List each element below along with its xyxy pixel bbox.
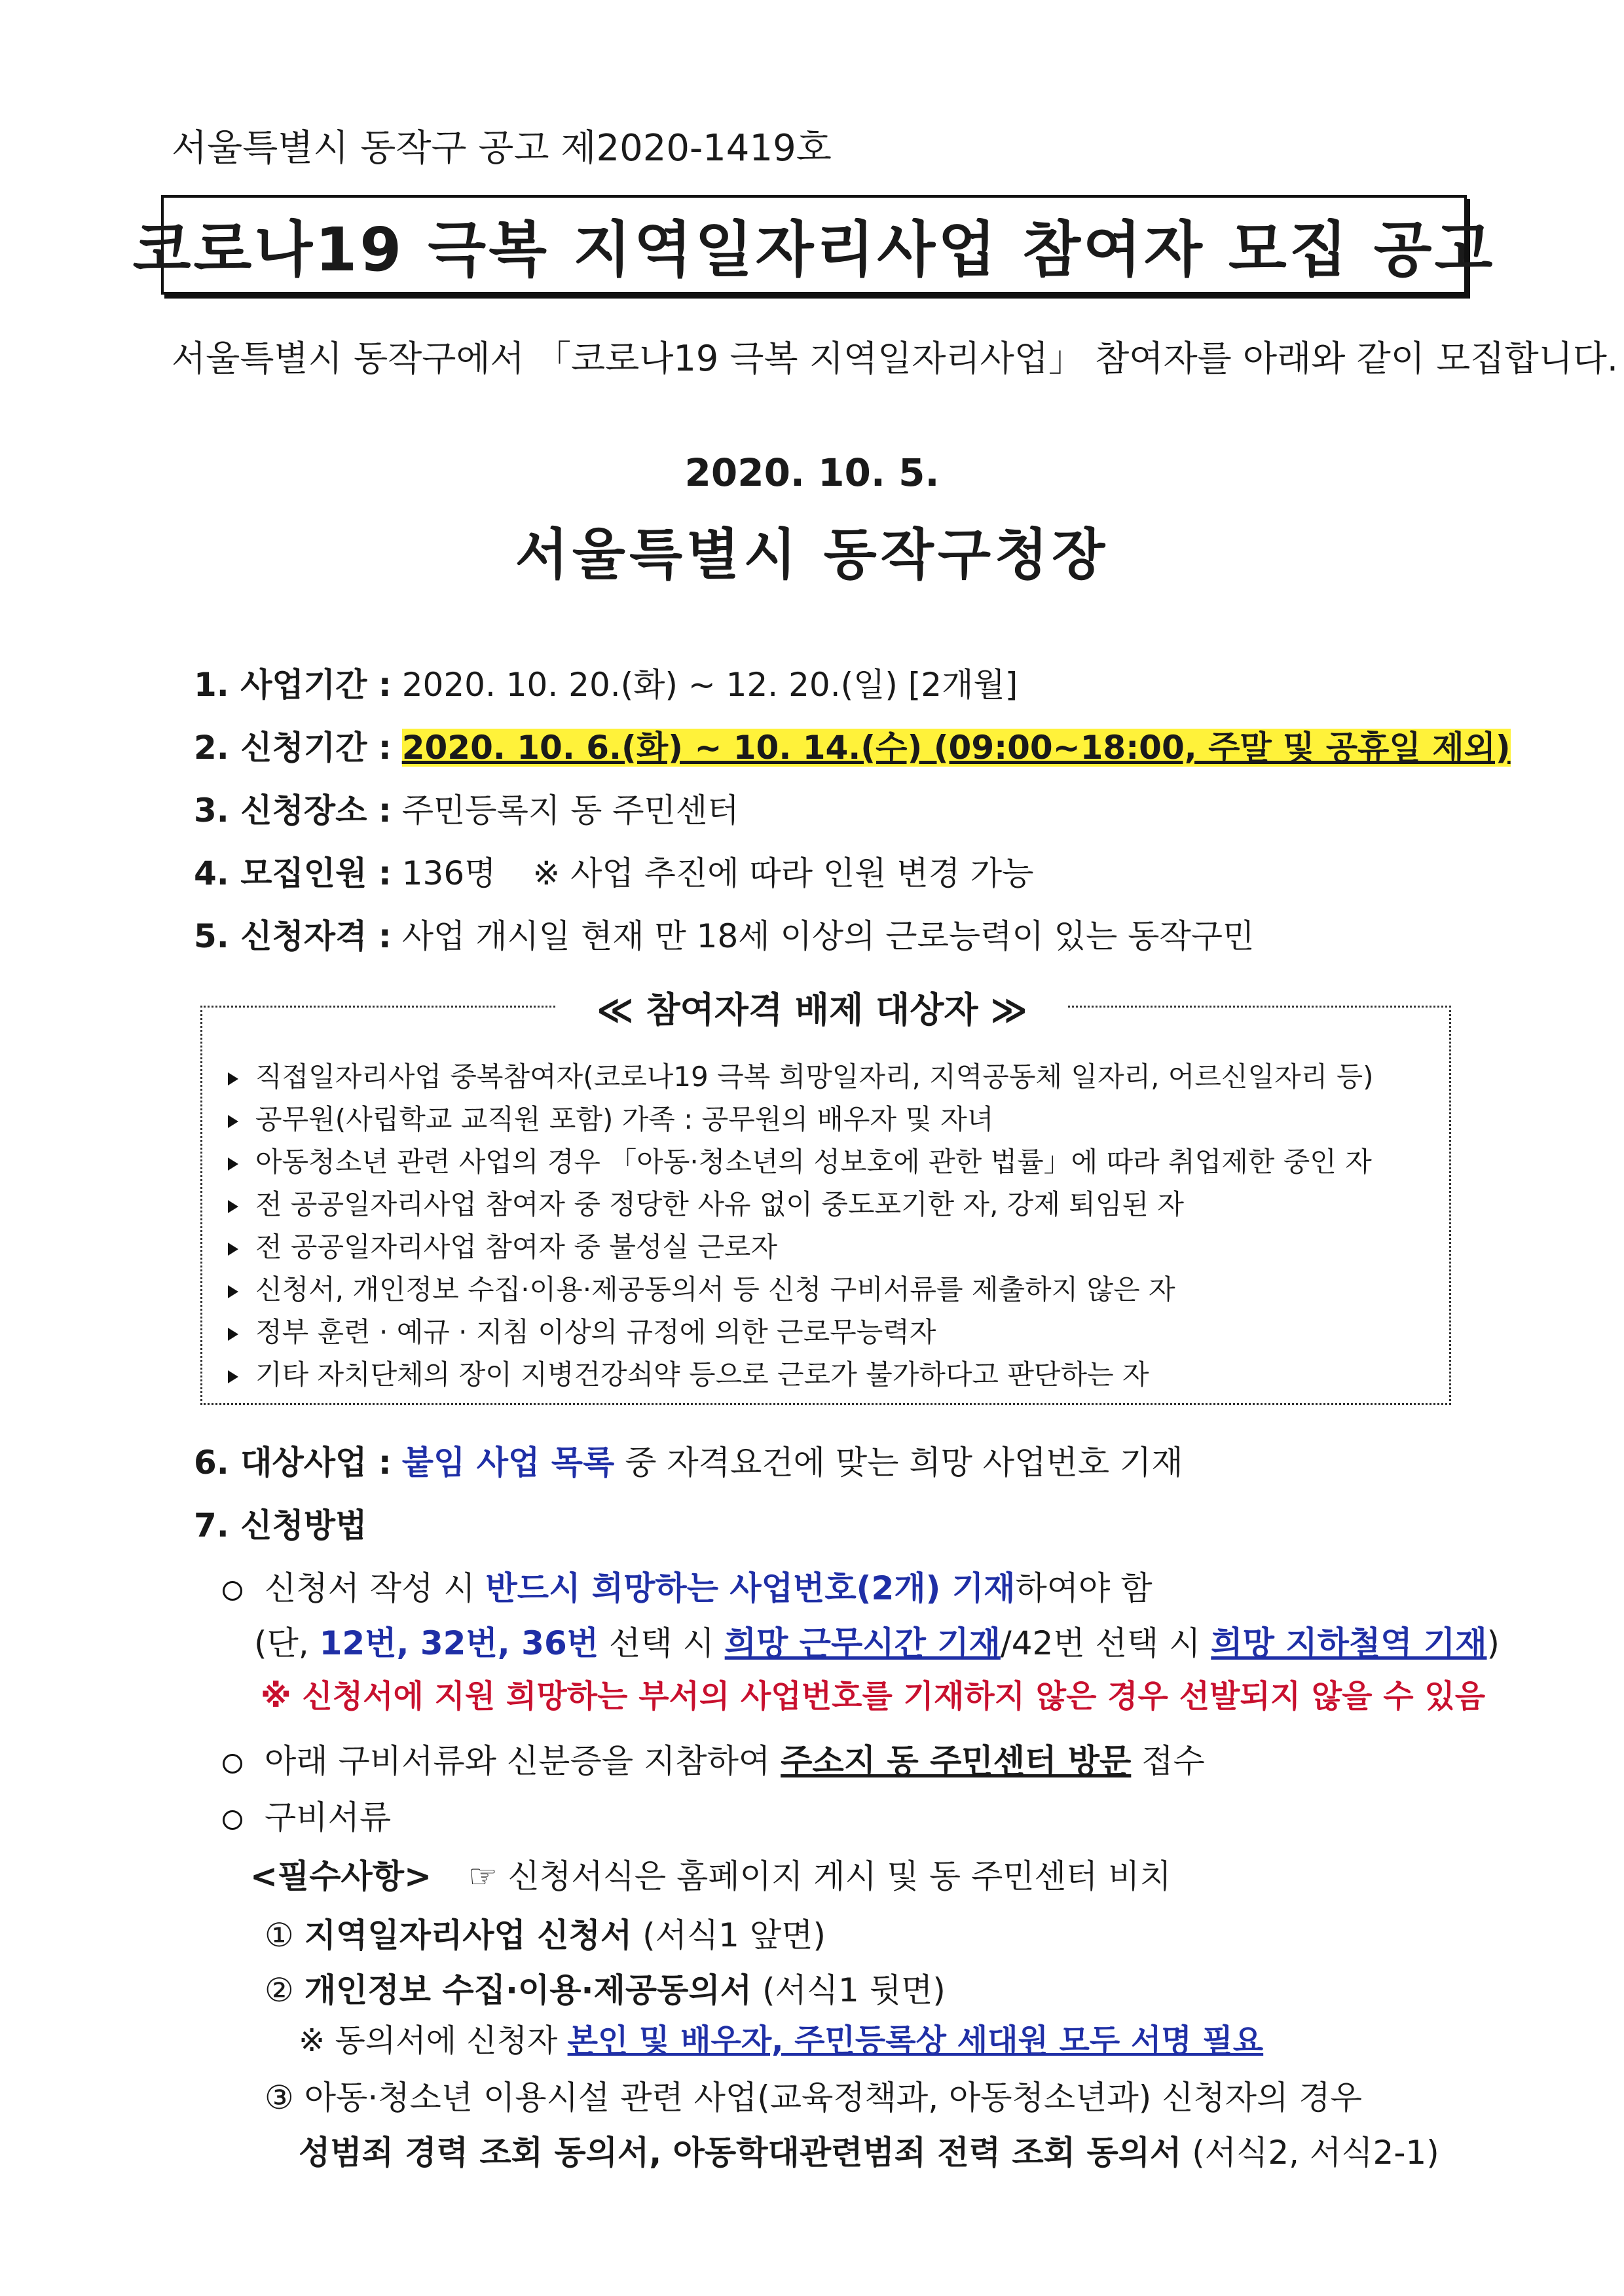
warning-text: ※ 신청서에 지원 희망하는 부서의 사업번호를 기재하지 않은 경우 선발되지 않을 수 있음: [261, 1678, 1486, 1715]
emphasis: 희망 근무시간 기재: [724, 1624, 1001, 1662]
list-item-text: 직접일자리사업 중복참여자(코로나19 극복 희망일자리, 지역공동체 일자리, 어르신일자리 등): [255, 1061, 1374, 1093]
list-item: [228, 1055, 1374, 1098]
emphasis: 희망 지하철역 기재: [1211, 1624, 1487, 1662]
docs-heading: [223, 1791, 391, 1838]
list-item-text: 아동청소년 관련 사업의 경우 「아동·청소년의 성보호에 관한 법률」에 따라 취업제한 중인 자: [255, 1146, 1372, 1178]
list-item-text: 신청서, 개인정보 수집·이용·제공동의서 등 신청 구비서류를 제출하지 않은 자: [255, 1273, 1175, 1305]
item-label: 6. 대상사업 :: [194, 1444, 392, 1482]
item-value: 136명: [401, 854, 496, 892]
list-item: [228, 1183, 1374, 1226]
item-label: 7. 신청방법: [194, 1506, 367, 1544]
exclusion-title: [0, 982, 1624, 1032]
list-item: [228, 1140, 1374, 1183]
doc-3: ③ 아동·청소년 이용시설 관련 사업(교육정책과, 아동청소년과) 신청자의 경우: [265, 2079, 1362, 2117]
page-title-text: 코로나19 극복 지역일자리사업 참여자 모집 공고: [132, 215, 1496, 285]
item-value: 2020. 10. 20.(화) ~ 12. 20.(일) [2개월]: [401, 666, 1018, 704]
text: ①: [265, 1916, 294, 1954]
item-headcount: [194, 847, 1034, 894]
item-value: 사업 개시일 현재 만 18세 이상의 근로능력이 있는 동작구민: [401, 917, 1255, 955]
exclusion-title-text: ≪ 참여자격 배제 대상자 ≫: [557, 989, 1067, 1030]
list-item: [228, 1226, 1374, 1268]
consent-note: [299, 2015, 1263, 2060]
list-item-text: 정부 훈련 · 예규 · 지침 이상의 규정에 의한 근로무능력자: [255, 1316, 936, 1348]
emphasis: 주소지 동 주민센터 방문: [781, 1742, 1132, 1780]
emphasis: 지역일자리사업 신청서: [304, 1916, 633, 1954]
item-target-project: [194, 1436, 1183, 1484]
text: 하여야 함: [1015, 1569, 1153, 1607]
exclusion-list: [228, 1055, 1374, 1396]
item-place: [194, 784, 739, 831]
project-list-link[interactable]: 붙임 사업 목록: [401, 1444, 615, 1482]
item-method: [194, 1499, 367, 1546]
text: 신청서 작성 시: [265, 1569, 475, 1607]
emphasis: 12번, 32번, 36번: [319, 1624, 599, 1662]
item-value-highlight: 2020. 10. 6.(화) ~ 10. 14.(수) (09:00~18:00, 주말 및 공휴일 제외): [401, 729, 1511, 767]
announcement-date: 2020. 10. 5.: [684, 450, 940, 495]
emphasis: 본인 및 배우자, 주민등록상 세대원 모두 서명 필요: [567, 2022, 1264, 2059]
text: 아래 구비서류와 신분증을 지참하여: [265, 1742, 771, 1780]
notice-number: 서울특별시 동작구 공고 제2020-1419호: [172, 127, 832, 170]
doc-2: [265, 1964, 946, 2011]
circle-bullet-icon: [223, 1581, 242, 1601]
doc-1: [265, 1909, 826, 1956]
list-item-text: 공무원(사립학교 교직원 포함) 가족 : 공무원의 배우자 및 자녀: [255, 1103, 994, 1135]
list-item-text: 전 공공일자리사업 참여자 중 정당한 사유 없이 중도포기한 자, 강제 퇴임된 자: [255, 1188, 1184, 1220]
text: ☞ 신청서식은 홈페이지 게시 및 동 주민센터 비치: [468, 1857, 1172, 1895]
text: (서식1 뒷면): [762, 1971, 946, 2009]
list-item: [228, 1098, 1374, 1140]
list-item: [228, 1353, 1374, 1396]
emphasis: 반드시 희망하는 사업번호(2개) 기재: [485, 1569, 1016, 1607]
text: /42번: [1000, 1624, 1085, 1662]
triangle-bullet-icon: [228, 1243, 238, 1256]
text: 선택 시: [608, 1624, 714, 1662]
item-application-period: [194, 721, 1511, 769]
text: ※ 동의서에 신청자: [299, 2022, 558, 2059]
text: ②: [265, 1971, 294, 2009]
triangle-bullet-icon: [228, 1370, 238, 1383]
item-note: ※ 사업 추진에 따라 인원 변경 가능: [532, 854, 1034, 892]
method-visit: [223, 1735, 1205, 1782]
item-value: 주민등록지 동 주민센터: [401, 792, 739, 829]
text: 접수: [1141, 1742, 1205, 1780]
emphasis: 개인정보 수집·이용·제공동의서: [304, 1971, 752, 2009]
triangle-bullet-icon: [228, 1157, 238, 1171]
triangle-bullet-icon: [228, 1200, 238, 1213]
issuer: 서울특별시 동작구청장: [515, 522, 1109, 587]
item-label: 4. 모집인원 :: [194, 854, 392, 892]
list-item: [228, 1311, 1374, 1353]
item-label: 5. 신청자격 :: [194, 917, 392, 955]
method-line-1: [223, 1562, 1153, 1609]
triangle-bullet-icon: [228, 1115, 238, 1128]
method-line-2: [254, 1617, 1500, 1664]
circle-bullet-icon: [223, 1810, 242, 1830]
text: 구비서류: [265, 1798, 392, 1836]
page-title: [132, 195, 1496, 295]
list-item: [228, 1268, 1374, 1311]
text: (서식2, 서식2-1): [1192, 2134, 1439, 2172]
list-item-text: 기타 자치단체의 장이 지병건강쇠약 등으로 근로가 불가하다고 판단하는 자: [255, 1358, 1149, 1391]
intro-text: 서울특별시 동작구에서 「코로나19 극복 지역일자리사업」 참여자를 아래와 같이 모집합니다.: [172, 338, 1619, 379]
triangle-bullet-icon: [228, 1328, 238, 1341]
text: 선택 시: [1095, 1624, 1201, 1662]
emphasis: 성범죄 경력 조회 동의서, 아동학대관련범죄 전력 조회 동의서: [299, 2134, 1182, 2172]
doc-3-forms: [299, 2126, 1439, 2174]
circle-bullet-icon: [223, 1754, 242, 1774]
item-label: 3. 신청장소 :: [194, 792, 392, 829]
text: (서식1 앞면): [642, 1916, 826, 1954]
item-period: [194, 659, 1018, 706]
item-eligibility: [194, 910, 1254, 957]
triangle-bullet-icon: [228, 1072, 238, 1085]
text: ): [1486, 1624, 1500, 1662]
item-label: 1. 사업기간 :: [194, 666, 392, 704]
item-value: 중 자격요건에 맞는 희망 사업번호 기재: [625, 1444, 1183, 1482]
triangle-bullet-icon: [228, 1285, 238, 1298]
text: (단,: [254, 1624, 309, 1662]
item-label: 2. 신청기간 :: [194, 729, 392, 767]
list-item-text: 전 공공일자리사업 참여자 중 불성실 근로자: [255, 1231, 778, 1263]
text: <필수사항>: [250, 1857, 432, 1895]
required-heading: [250, 1850, 1172, 1897]
